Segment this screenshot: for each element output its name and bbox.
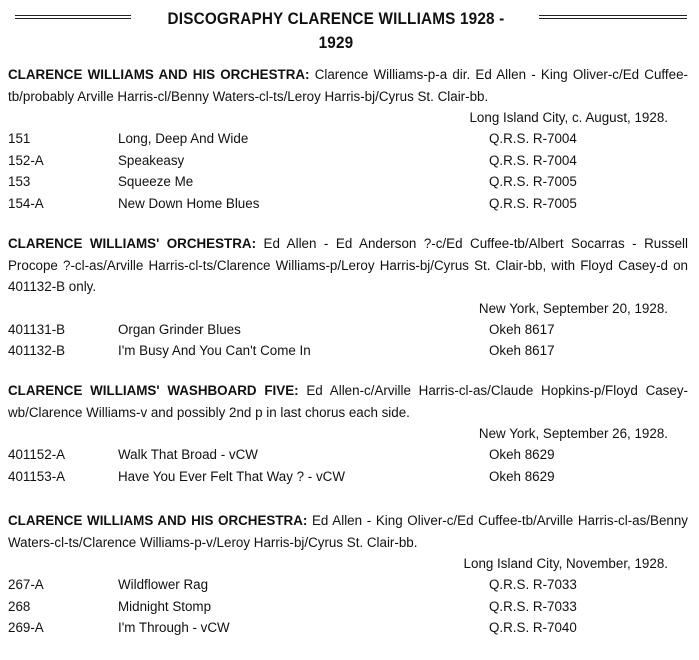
matrix-number: 267-A [8, 577, 44, 592]
track-title: Walk That Broad - vCW [118, 447, 258, 462]
track-title: Long, Deep And Wide [118, 131, 249, 146]
session-personnel [8, 233, 688, 298]
band-name: CLARENCE WILLIAMS AND HIS ORCHESTRA: [8, 67, 310, 82]
track-title: Wildflower Rag [118, 577, 209, 592]
page-header [0, 7, 699, 52]
issue-number: Q.R.S. R-7004 [489, 131, 577, 146]
track-title: Squeeze Me [118, 174, 194, 189]
track-row [8, 444, 688, 466]
matrix-number: 401132-B [8, 343, 66, 358]
matrix-number: 401152-A [8, 447, 66, 462]
issue-number: Q.R.S. R-7033 [489, 598, 577, 614]
issue-number: Q.R.S. R-7040 [489, 620, 577, 635]
track-title: I'm Busy And You Can't Come In [118, 343, 311, 358]
track-row [8, 596, 688, 618]
place-date: Long Island City, c. August, 1928. [469, 110, 668, 125]
issue-number: Q.R.S. R-7005 [489, 174, 577, 189]
issue-number: Okeh 8629 [489, 468, 555, 484]
place-date: New York, September 20, 1928. [478, 300, 668, 316]
session-personnel [8, 380, 688, 423]
matrix-number: 401131-B [8, 321, 66, 337]
session-3 [8, 380, 688, 487]
track-row [8, 466, 688, 488]
matrix-number: 401153-A [8, 468, 66, 484]
track-row [8, 340, 688, 362]
track-row [8, 193, 688, 215]
session-4 [8, 510, 688, 639]
issue-number: Q.R.S. R-7005 [489, 195, 577, 211]
track-row [8, 171, 688, 193]
session-1 [8, 64, 688, 214]
track-title: Organ Grinder Blues [118, 321, 241, 337]
session-2 [8, 233, 688, 362]
issue-number: Q.R.S. R-7004 [489, 152, 577, 168]
issue-number: Q.R.S. R-7033 [489, 577, 577, 592]
issue-number: Okeh 8629 [489, 447, 555, 462]
band-name: CLARENCE WILLIAMS' WASHBOARD FIVE: [8, 383, 299, 398]
matrix-number: 269-A [8, 620, 44, 635]
track-title: New Down Home Blues [118, 195, 260, 211]
track-title: Speakeasy [118, 152, 185, 168]
matrix-number: 153 [8, 174, 31, 189]
session-personnel [8, 510, 688, 553]
band-name: CLARENCE WILLIAMS' ORCHESTRA: [8, 236, 257, 251]
matrix-number: 268 [8, 598, 31, 614]
personnel-text: Ed Allen - King Oliver-c/Ed Cuffee-tb/Arville Harris-cl-as/Benny Waters-cl-ts/Clarence Williams-p-v/Leroy Harris-bj/Cyrus St. Clair-bb. [8, 513, 688, 550]
track-row [8, 574, 688, 596]
issue-number: Okeh 8617 [489, 321, 555, 337]
track-row [8, 617, 688, 639]
matrix-number: 152-A [8, 152, 44, 168]
issue-number: Okeh 8617 [489, 343, 555, 358]
matrix-number: 151 [8, 131, 31, 146]
track-title: I'm Through - vCW [118, 620, 230, 635]
track-title: Midnight Stomp [118, 598, 212, 614]
header-rule-right [539, 15, 687, 19]
personnel-text: Ed Allen - Ed Anderson ?-c/Ed Cuffee-tb/Albert Socarras - Russell Procope ?-cl-as/Arville Harris-cl-ts/Clarence Williams-p/Leroy Harris-bj/Cyrus St. Clair-bb, with Floyd Casey-d on 401132-B only. [8, 236, 688, 294]
session-personnel [8, 64, 688, 107]
page-title: DISCOGRAPHY CLARENCE WILLIAMS 1928 - 1929 [167, 9, 505, 52]
band-name: CLARENCE WILLIAMS AND HIS ORCHESTRA: [8, 513, 308, 528]
personnel-text: Clarence Williams-p-a dir. Ed Allen - King Oliver-c/Ed Cuffee-tb/probably Arville Harris-cl/Benny Waters-cl-ts/Leroy Harris-bj/Cyrus St. Clair-bb. [8, 67, 688, 104]
header-rule-left [15, 15, 131, 19]
place-date: New York, September 26, 1928. [478, 426, 668, 441]
personnel-text: Ed Allen-c/Arville Harris-cl-as/Claude Hopkins-p/Floyd Casey-wb/Clarence Williams-v and possibly 2nd p in last chorus each side. [8, 383, 688, 420]
track-row [8, 128, 688, 150]
place-date: Long Island City, November, 1928. [463, 556, 668, 571]
track-title: Have You Ever Felt That Way ? - vCW [118, 468, 345, 484]
track-row [8, 150, 688, 172]
track-row [8, 319, 688, 341]
matrix-number: 154-A [8, 195, 44, 211]
